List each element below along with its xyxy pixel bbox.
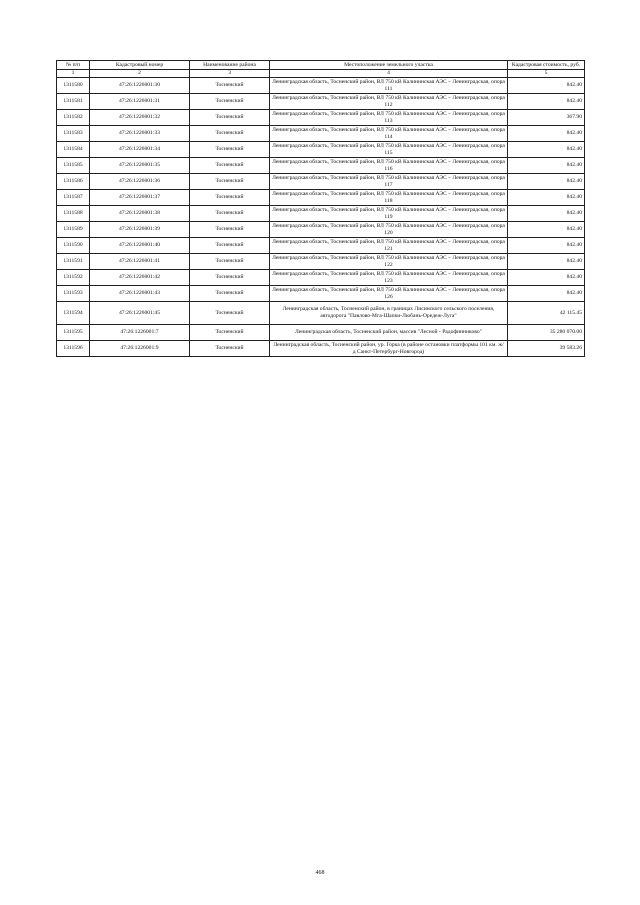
cadastral-number-cell: 47:26:1226001:38 [90,206,190,222]
row-number-cell: 1311583 [57,126,90,142]
district-cell: Тосненский [190,325,270,341]
cadastral-number-cell: 47:26:1226001:33 [90,126,190,142]
row-number-cell: 1311596 [57,341,90,357]
row-number-cell: 1311588 [57,206,90,222]
table-row [57,222,585,238]
cadastral-value-cell: 39 583.26 [508,341,585,357]
cadastral-value-cell: 842.40 [508,94,585,110]
location-cell: Ленинградская область, Тосненский район, ур. Горка (в районе остановки платформы 101 км. ж/д Санкт-Петербург-Новгород) [270,341,508,357]
location-cell: Ленинградская область, Тосненский район, ВЛ 750 кВ Калининская АЭС – Ленинградская, опора 118 [270,190,508,206]
cadastral-value-cell: 842.40 [508,158,585,174]
district-cell: Тосненский [190,222,270,238]
cadastral-value-cell: 42 115.45 [508,302,585,325]
location-cell: Ленинградская область, Тосненский район, массив "Лесной - Радофинниково" [270,325,508,341]
district-cell: Тосненский [190,158,270,174]
row-number-cell: 1311587 [57,190,90,206]
cadastral-value-cell: 367.90 [508,110,585,126]
district-cell: Тосненский [190,286,270,302]
row-number-cell: 1311592 [57,270,90,286]
row-number-cell: 1311586 [57,174,90,190]
table-row [57,190,585,206]
table-row [57,78,585,94]
cadastral-number-cell: 47:26:1226001:9 [90,341,190,357]
district-cell: Тосненский [190,302,270,325]
cadastral-number-cell: 47:26:1226001:36 [90,174,190,190]
cadastral-value-cell: 842.40 [508,270,585,286]
cadastral-value-cell: 842.40 [508,238,585,254]
table-row [57,325,585,341]
district-cell: Тосненский [190,341,270,357]
location-cell: Ленинградская область, Тосненский район, ВЛ 750 кВ Калининская АЭС – Ленинградская, опора 114 [270,126,508,142]
table-row [57,302,585,325]
location-cell: Ленинградская область, Тосненский район, ВЛ 750 кВ Калининская АЭС – Ленинградская, опора 122 [270,254,508,270]
row-number-cell: 1311594 [57,302,90,325]
header-cadastral-number: Кадастровый номер [90,61,190,70]
row-number-cell: 1311595 [57,325,90,341]
cadastral-value-cell: 35 280 070.00 [508,325,585,341]
location-cell: Ленинградская область, Тосненский район, ВЛ 750 кВ Калининская АЭС – Ленинградская, опора 117 [270,174,508,190]
table-row [57,238,585,254]
column-number-row [57,70,585,78]
district-cell: Тосненский [190,78,270,94]
cadastral-number-cell: 47:26:1226001:40 [90,238,190,254]
location-cell: Ленинградская область, Тосненский район, ВЛ 750 кВ Калининская АЭС – Ленинградская, опора 113 [270,110,508,126]
table-row [57,206,585,222]
header-row [57,61,585,70]
cadastral-value-cell: 842.40 [508,78,585,94]
column-number: 5 [508,70,585,78]
location-cell: Ленинградская область, Тосненский район, ВЛ 750 кВ Калининская АЭС – Ленинградская, опора 123 [270,270,508,286]
header-cadastral-value: Кадастровая стоимость, руб. [508,61,585,70]
header-number: № п/п [57,61,90,70]
row-number-cell: 1311584 [57,142,90,158]
header-location: Местоположение земельного участка [270,61,508,70]
table-row [57,110,585,126]
cadastral-value-cell: 842.40 [508,126,585,142]
district-cell: Тосненский [190,206,270,222]
cadastral-value-cell: 842.40 [508,222,585,238]
cadastral-number-cell: 47:26:1226001:39 [90,222,190,238]
district-cell: Тосненский [190,254,270,270]
cadastral-value-cell: 842.40 [508,254,585,270]
cadastral-number-cell: 47:26:1226001:7 [90,325,190,341]
cadastral-number-cell: 47:26:1226001:35 [90,158,190,174]
row-number-cell: 1311581 [57,94,90,110]
row-number-cell: 1311580 [57,78,90,94]
cadastral-value-cell: 842.40 [508,206,585,222]
row-number-cell: 1311590 [57,238,90,254]
location-cell: Ленинградская область, Тосненский район, ВЛ 750 кВ Калининская АЭС – Ленинградская, опора 121 [270,238,508,254]
district-cell: Тосненский [190,110,270,126]
cadastral-value-cell: 842.40 [508,190,585,206]
cadastral-number-cell: 47:26:1226001:45 [90,302,190,325]
cadastral-number-cell: 47:26:1226001:31 [90,94,190,110]
cadastral-number-cell: 47:26:1226001:41 [90,254,190,270]
table-body [57,78,585,357]
location-cell: Ленинградская область, Тосненский район, ВЛ 750 кВ Калининская АЭС – Ленинградская, опора 120 [270,222,508,238]
table-row [57,286,585,302]
table-row [57,126,585,142]
row-number-cell: 1311585 [57,158,90,174]
cadastral-value-cell: 842.40 [508,142,585,158]
page-number: 468 [315,870,325,876]
cadastral-number-cell: 47:26:1226001:32 [90,110,190,126]
location-cell: Ленинградская область, Тосненский район, ВЛ 750 кВ Калининская АЭС – Ленинградская, опора 119 [270,206,508,222]
row-number-cell: 1311582 [57,110,90,126]
location-cell: Ленинградская область, Тосненский район, ВЛ 750 кВ Калининская АЭС – Ленинградская, опора 111 [270,78,508,94]
cadastral-number-cell: 47:26:1226001:43 [90,286,190,302]
table-row [57,270,585,286]
row-number-cell: 1311589 [57,222,90,238]
column-number: 2 [90,70,190,78]
table-row [57,341,585,357]
location-cell: Ленинградская область, Тосненский район, ВЛ 750 кВ Калининская АЭС – Ленинградская, опора 112 [270,94,508,110]
cadastral-value-cell: 842.40 [508,174,585,190]
district-cell: Тосненский [190,190,270,206]
district-cell: Тосненский [190,94,270,110]
row-number-cell: 1311591 [57,254,90,270]
cadastral-number-cell: 47:26:1226001:37 [90,190,190,206]
header-district-name: Наименование района [190,61,270,70]
column-number: 3 [190,70,270,78]
table-row [57,94,585,110]
column-number: 4 [270,70,508,78]
table-row [57,174,585,190]
district-cell: Тосненский [190,238,270,254]
district-cell: Тосненский [190,126,270,142]
location-cell: Ленинградская область, Тосненский район, ВЛ 750 кВ Калининская АЭС – Ленинградская, опора 116 [270,158,508,174]
table-row [57,158,585,174]
cadastral-table [56,60,585,357]
district-cell: Тосненский [190,270,270,286]
district-cell: Тосненский [190,174,270,190]
cadastral-number-cell: 47:26:1226001:34 [90,142,190,158]
location-cell: Ленинградская область, Тосненский район, ВЛ 750 кВ Калининская АЭС – Ленинградская, опора 115 [270,142,508,158]
table-row [57,254,585,270]
cadastral-value-cell: 842.40 [508,286,585,302]
column-number: 1 [57,70,90,78]
district-cell: Тосненский [190,142,270,158]
cadastral-number-cell: 47:26:1226001:42 [90,270,190,286]
row-number-cell: 1311593 [57,286,90,302]
location-cell: Ленинградская область, Тосненский район, ВЛ 750 кВ Калининская АЭС – Ленинградская, опора 126 [270,286,508,302]
location-cell: Ленинградская область, Тосненский район, в границах Лисинского сельского поселения, автодорога "Павлово-Мга-Шапки-Любань-Оредеж-Луга" [270,302,508,325]
cadastral-number-cell: 47:26:1226001:30 [90,78,190,94]
table-row [57,142,585,158]
